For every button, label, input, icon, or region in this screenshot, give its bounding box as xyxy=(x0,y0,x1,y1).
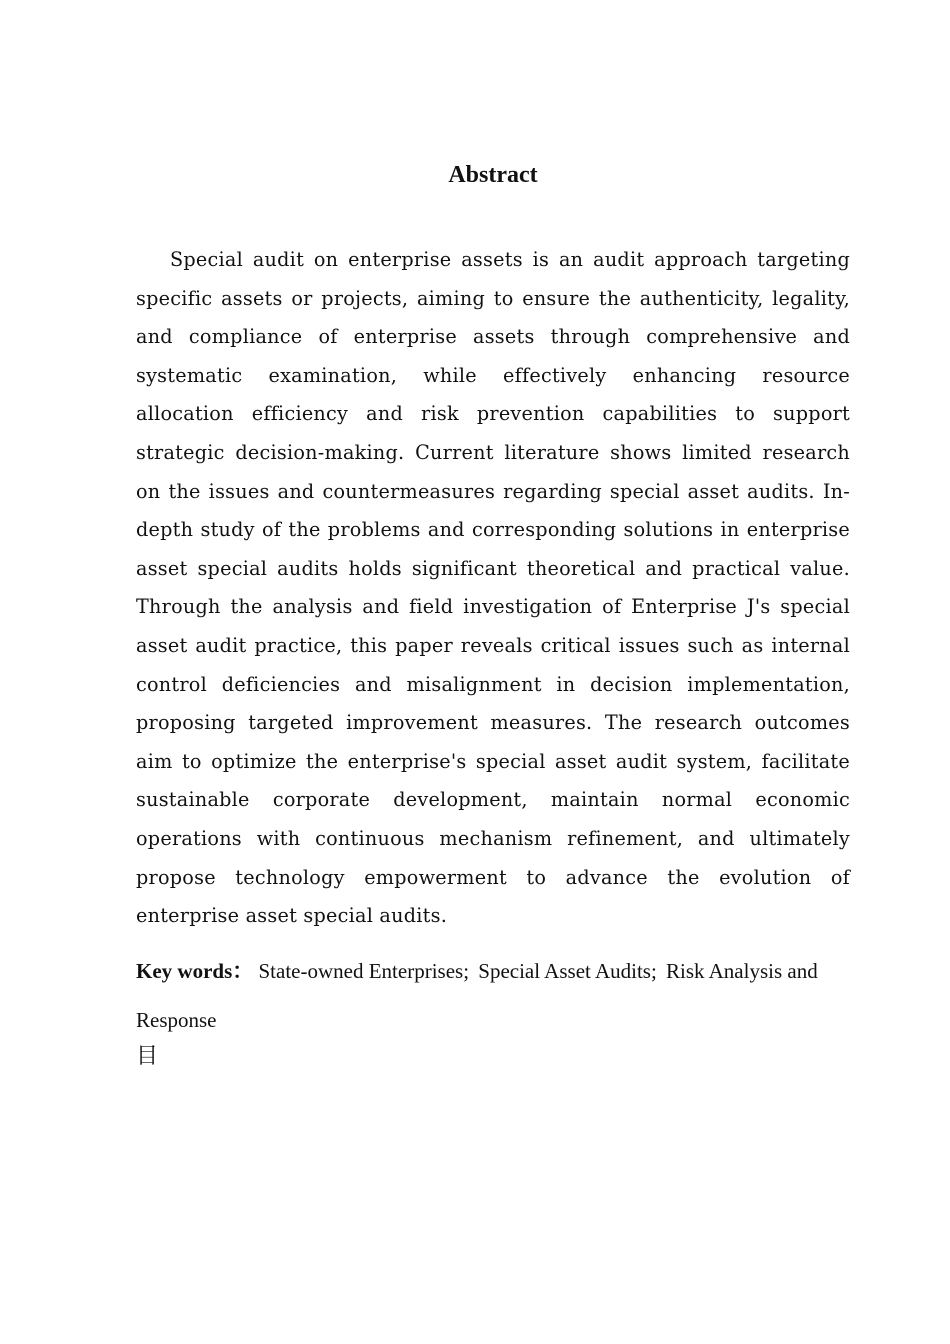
abstract-title: Abstract xyxy=(448,162,538,188)
keyword-item: Risk Analysis and Response xyxy=(136,959,818,1032)
keywords-line xyxy=(136,947,850,1045)
abstract-paragraph: Special audit on enterprise assets is an audit approach targeting specific assets or projects, aiming to ensure the authenticity, legality, and compliance of enterprise assets through comprehensive and systematic examination, while effectively enhancing resource allocation efficiency and risk prevention capabilities to support strategic decision-making. Current literature shows limited research on the issues and countermeasures regarding special asset audits. In-depth study of the problems and corresponding solutions in enterprise asset special audits holds significant theoretical and practical value. Through the analysis and field investigation of Enterprise J's special asset audit practice, this paper reveals critical issues such as internal control deficiencies and misalignment in decision implementation, proposing targeted improvement measures. The research outcomes aim to optimize the enterprise's special asset audit system, facilitate sustainable corporate development, maintain normal economic operations with continuous mechanism refinement, and ultimately propose technology empowerment to advance the evolution of enterprise asset special audits. xyxy=(136,248,850,928)
keywords-separator: ： xyxy=(232,959,254,983)
toc-heading-fragment: 目 xyxy=(136,1044,159,1069)
keyword-item: State-owned Enterprises; xyxy=(258,959,470,983)
keyword-item: Special Asset Audits; xyxy=(478,959,657,983)
keywords-label: Key words xyxy=(136,959,233,983)
